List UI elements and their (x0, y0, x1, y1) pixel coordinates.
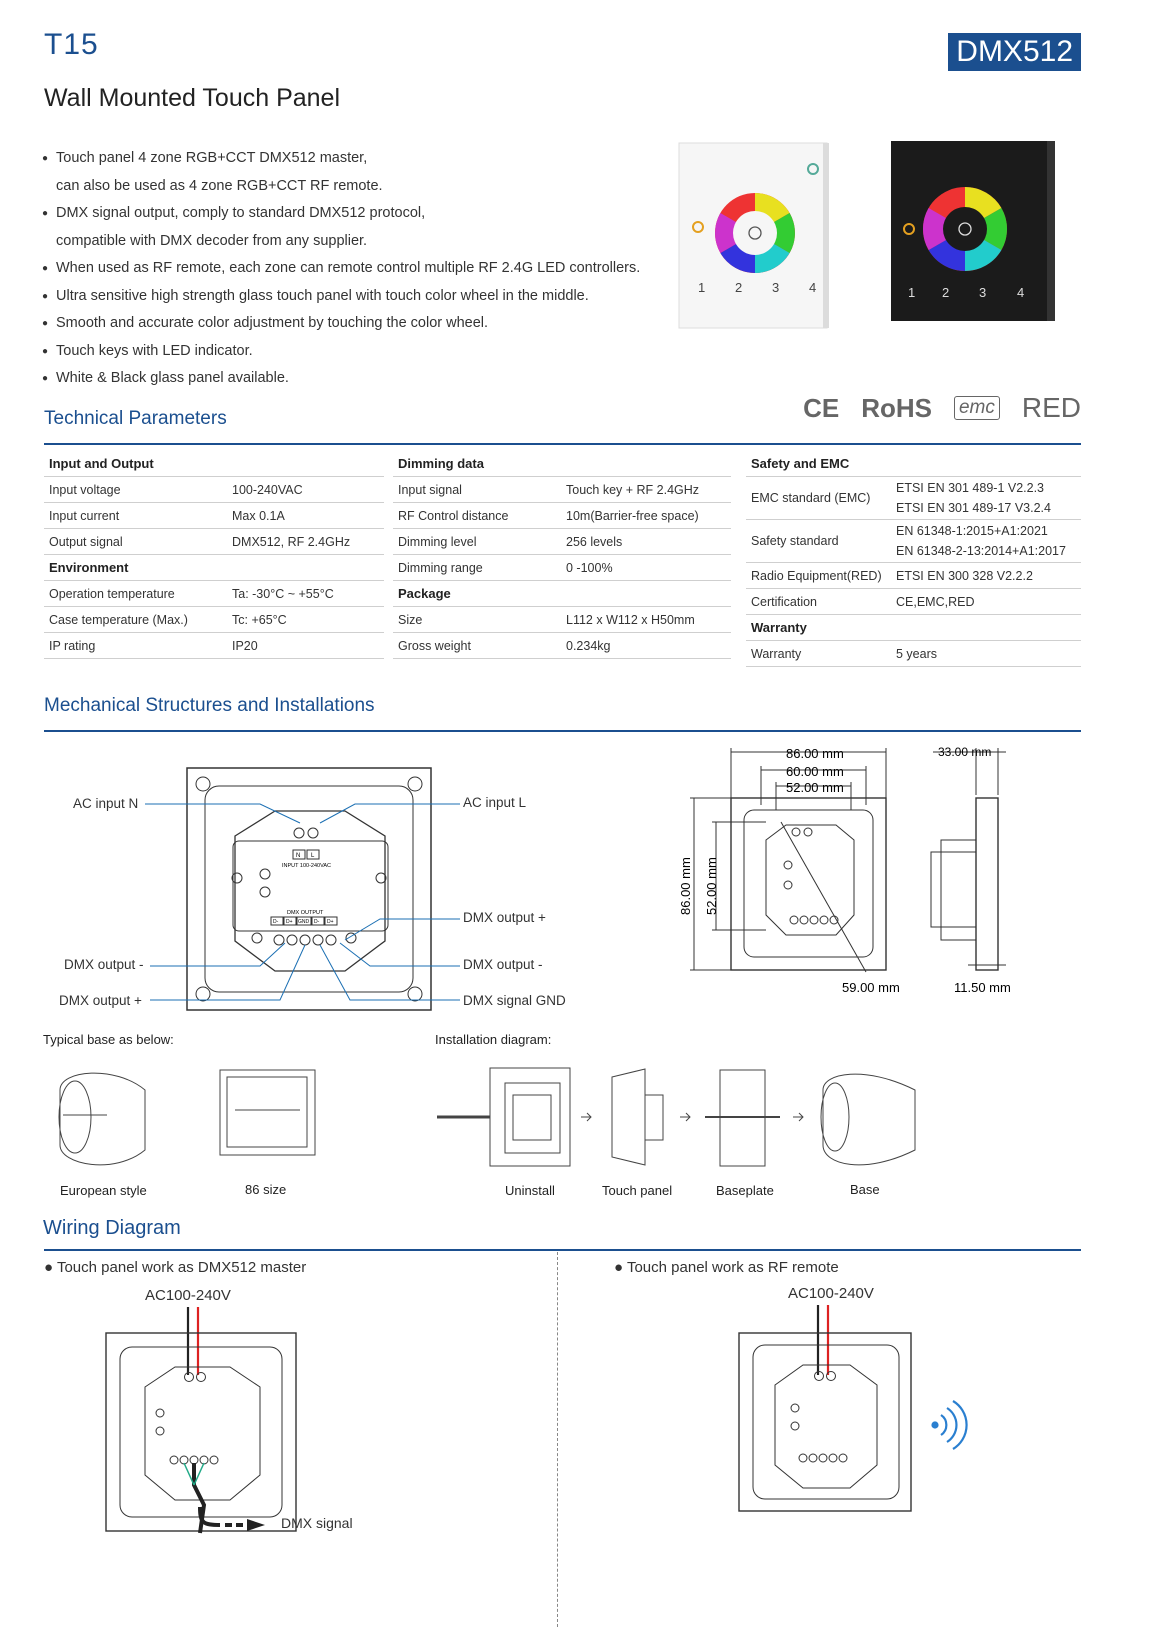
base-label-86: 86 size (245, 1182, 287, 1197)
param-value: Touch key + RF 2.4GHz (561, 477, 731, 503)
param-label: Input signal (393, 477, 561, 503)
label-dmx-output-plus-left: DMX output + (59, 993, 142, 1008)
svg-text:1: 1 (698, 280, 706, 295)
board-pin: D+ (327, 919, 334, 925)
dmx-signal-arrow (195, 1505, 275, 1535)
dim-diagonal-59: 59.00 mm (842, 980, 900, 995)
dimension-drawing (676, 740, 1036, 1005)
param-value: EN 61348-1:2015+A1:2021 (896, 524, 1048, 538)
param-value: DMX512, RF 2.4GHz (227, 529, 384, 555)
board-pin: D+ (286, 919, 293, 925)
param-label: Warranty (746, 641, 891, 667)
wiring-divider (557, 1252, 558, 1627)
param-label: Dimming level (393, 529, 561, 555)
svg-text:3: 3 (772, 280, 780, 295)
callout-lines (140, 795, 470, 1010)
param-value: Ta: -30°C ~ +55°C (227, 581, 384, 607)
param-label: Output signal (44, 529, 227, 555)
param-label: Input voltage (44, 477, 227, 503)
board-input-label: INPUT 100-240VAC (282, 863, 332, 869)
param-group-header: Package (393, 581, 731, 607)
white-panel-photo (679, 143, 829, 328)
model-number: T15 (44, 28, 99, 61)
params-safety (746, 451, 1081, 667)
install-step-base: Base (850, 1182, 880, 1197)
section-divider (44, 1249, 1081, 1251)
wiring-left-title-text: Touch panel work as DMX512 master (56, 1259, 307, 1276)
feature-item: ● Ultra sensitive high strength glass touch panel with touch color wheel in the middle. (42, 283, 640, 311)
param-value: 100-240VAC (227, 477, 384, 503)
wireless-signal-icon (933, 1401, 967, 1449)
section-divider (44, 730, 1081, 732)
dim-width-86: 86.00 mm (786, 746, 844, 761)
board-pin: D- (314, 919, 320, 925)
label-ac-input-n: AC input N (73, 796, 139, 811)
wiring-right-title-text: Touch panel work as RF remote (626, 1259, 839, 1276)
param-value: EN 61348-2-13:2014+A1:2017 (896, 544, 1066, 558)
param-value: Max 0.1A (227, 503, 384, 529)
param-group-header: Dimming data (393, 451, 731, 477)
board-dmx-label: DMX OUTPUT (287, 910, 324, 916)
param-label: Safety standard (746, 520, 891, 563)
param-group-header: Warranty (746, 615, 1081, 641)
emc-mark: emc (954, 396, 1000, 420)
param-value: 0.234kg (561, 633, 731, 659)
section-technical-title: Technical Parameters (44, 408, 227, 429)
param-group-header: Input and Output (44, 451, 384, 477)
feature-item: ● Smooth and accurate color adjustment by touching the color wheel. (42, 310, 640, 338)
wiring-left-title: ● Touch panel work as DMX512 master (44, 1259, 307, 1276)
red-mark: RED (1021, 392, 1081, 423)
bases-title: Typical base as below: (43, 1032, 174, 1047)
dim-height-52: 52.00 mm (704, 857, 719, 915)
dim-height-86: 86.00 mm (678, 857, 693, 915)
param-label: Case temperature (Max.) (44, 607, 227, 633)
feature-item: ● Touch panel 4 zone RGB+CCT DMX512 master, (42, 145, 640, 173)
installation-illustrations (435, 1065, 925, 1175)
param-label: Dimming range (393, 555, 561, 581)
param-value: ETSI EN 301 489-17 V3.2.4 (896, 501, 1051, 515)
param-value: 10m(Barrier-free space) (561, 503, 731, 529)
wiring-right-diagram (735, 1300, 985, 1515)
feature-list (42, 145, 640, 393)
install-step-uninstall: Uninstall (505, 1183, 555, 1198)
param-value: 5 years (891, 641, 1081, 667)
board-pin: GND (298, 919, 310, 925)
param-label: Size (393, 607, 561, 633)
installation-title: Installation diagram: (435, 1032, 552, 1047)
product-photos (675, 135, 1095, 350)
param-value: Tc: +65°C (227, 607, 384, 633)
label-dmx-signal-gnd: DMX signal GND (463, 993, 566, 1008)
param-value: ETSI EN 300 328 V2.2.2 (891, 563, 1081, 589)
base-illustrations (55, 1065, 335, 1175)
svg-text:2: 2 (942, 285, 950, 300)
dim-depth-11: 11.50 mm (954, 980, 1011, 995)
svg-text:3: 3 (979, 285, 987, 300)
feature-item: ● When used as RF remote, each zone can remote control multiple RF 2.4G LED controllers. (42, 255, 640, 283)
section-divider (44, 443, 1081, 445)
base-label-european: European style (60, 1183, 147, 1198)
wiring-left-diagram (100, 1305, 300, 1535)
feature-item: can also be used as 4 zone RGB+CCT RF remote. (56, 177, 383, 194)
feature-item: compatible with DMX decoder from any supplier. (56, 232, 368, 249)
param-value: 256 levels (561, 529, 731, 555)
dim-width-60: 60.00 mm (786, 764, 844, 779)
certification-logos (803, 392, 1081, 424)
board-n-label: N (296, 853, 301, 859)
param-label: RF Control distance (393, 503, 561, 529)
param-label: Operation temperature (44, 581, 227, 607)
board-l-label: L (311, 853, 315, 859)
label-ac-input-l: AC input L (463, 795, 527, 810)
dim-depth-33: 33.00 mm (938, 745, 992, 759)
param-group-header: Environment (44, 555, 384, 581)
feature-item: ● White & Black glass panel available. (42, 365, 640, 393)
black-panel-photo (891, 141, 1055, 321)
install-step-baseplate: Baseplate (716, 1183, 774, 1198)
param-value: CE,EMC,RED (891, 589, 1081, 615)
param-group-header: Safety and EMC (746, 451, 1081, 477)
param-label: Input current (44, 503, 227, 529)
wiring-right-ac: AC100-240V (788, 1285, 874, 1302)
param-label: Gross weight (393, 633, 561, 659)
dmx-signal-label: DMX signal (281, 1515, 353, 1531)
svg-text:4: 4 (1017, 285, 1025, 300)
section-mechanical-title: Mechanical Structures and Installations (44, 695, 375, 716)
params-input-output (44, 451, 384, 659)
param-value: ETSI EN 301 489-1 V2.2.3 (896, 481, 1045, 495)
feature-item: ● Touch keys with LED indicator. (42, 338, 640, 366)
install-step-touch-panel: Touch panel (602, 1183, 673, 1198)
svg-text:1: 1 (908, 285, 916, 300)
svg-text:4: 4 (809, 280, 817, 295)
rohs-mark: RoHS (861, 392, 932, 423)
wiring-left-ac: AC100-240V (145, 1287, 231, 1304)
param-label: EMC standard (EMC) (746, 477, 891, 520)
board-pin: D- (273, 919, 279, 925)
param-label: Certification (746, 589, 891, 615)
label-dmx-output-minus-right: DMX output - (463, 957, 543, 972)
wiring-right-title: ● Touch panel work as RF remote (614, 1259, 839, 1276)
svg-text:2: 2 (735, 280, 743, 295)
section-wiring-title: Wiring Diagram (43, 1217, 181, 1239)
param-value: L112 x W112 x H50mm (561, 607, 731, 633)
param-value: IP20 (227, 633, 384, 659)
param-label: Radio Equipment(RED) (746, 563, 891, 589)
param-value: 0 -100% (561, 555, 731, 581)
param-label: IP rating (44, 633, 227, 659)
protocol-badge: DMX512 (948, 33, 1081, 71)
label-dmx-output-plus-right: DMX output + (463, 910, 546, 925)
ce-mark: CE (803, 392, 840, 423)
params-dimming (393, 451, 731, 659)
dim-width-52: 52.00 mm (786, 780, 844, 795)
product-title: Wall Mounted Touch Panel (44, 84, 341, 112)
feature-item: ● DMX signal output, comply to standard DMX512 protocol, (42, 200, 640, 228)
label-dmx-output-minus-left: DMX output - (64, 957, 144, 972)
